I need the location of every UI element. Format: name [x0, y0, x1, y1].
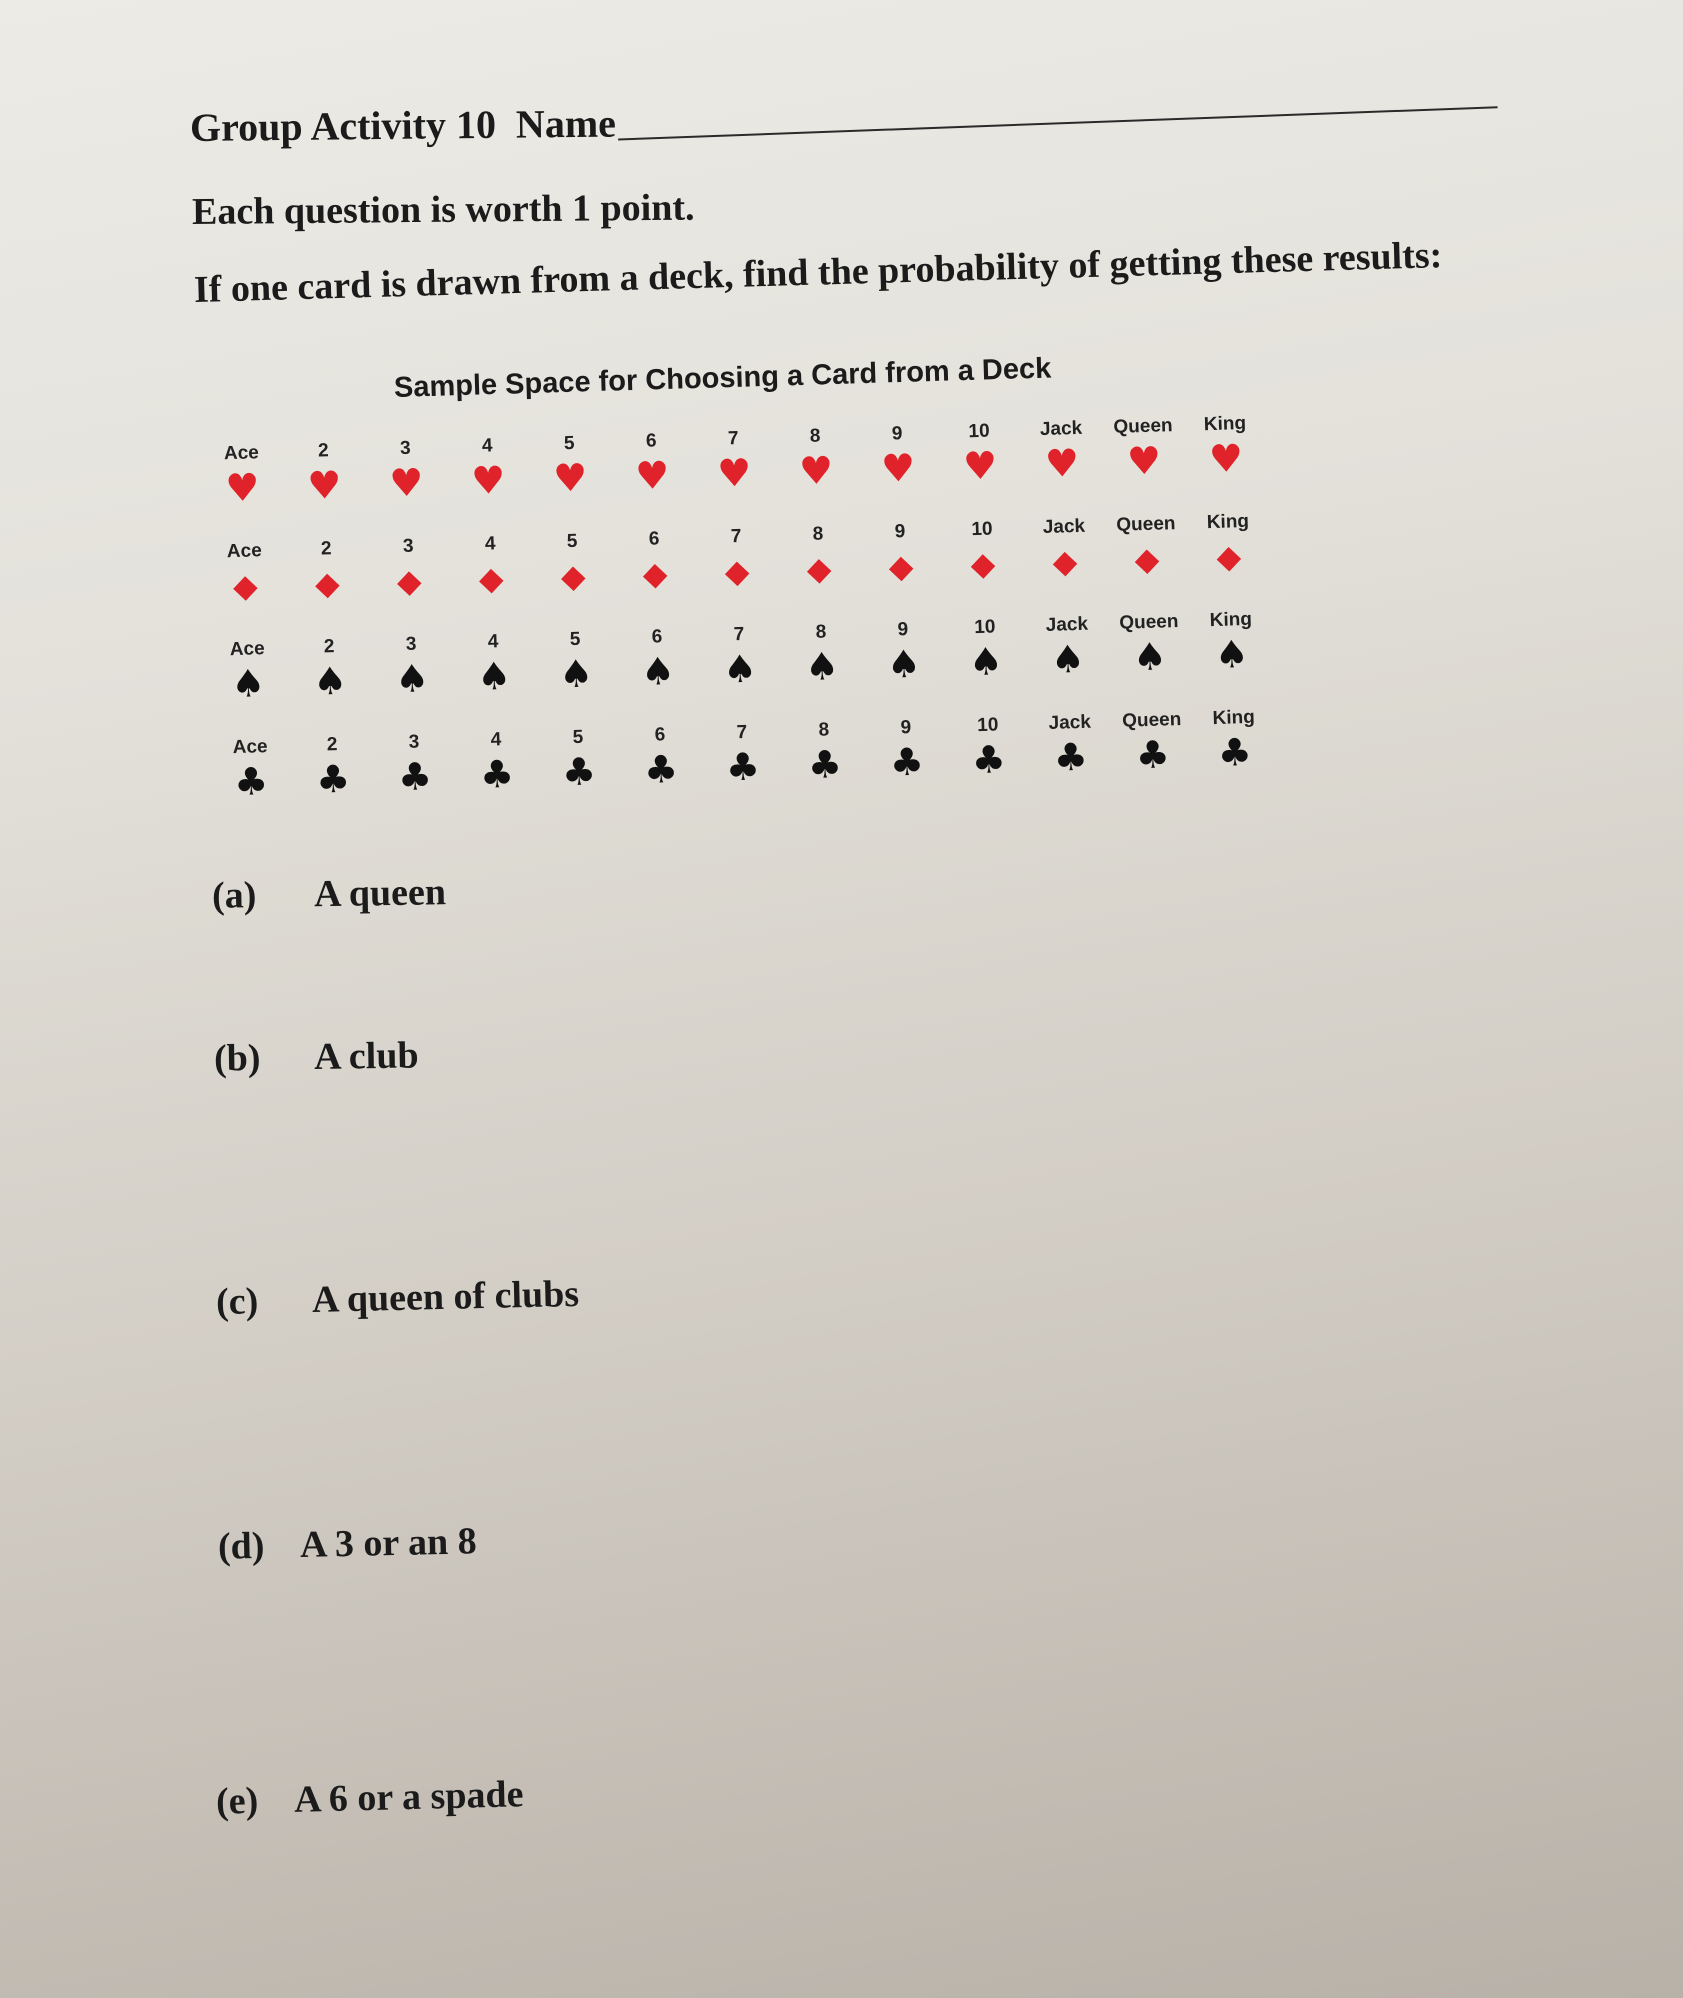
card-8-of-clubs [782, 714, 867, 814]
heart-icon: ♥ [1126, 438, 1162, 484]
question-text: A queen of clubs [311, 1272, 580, 1321]
diamond-icon: ◆ [396, 561, 423, 601]
heart-icon: ♥ [634, 453, 670, 499]
card-9-of-spades [862, 614, 947, 714]
card-10-of-clubs [946, 710, 1031, 810]
instruction-text: If one card is drawn from a deck, find the probability of getting these results: [193, 234, 1443, 311]
club-icon: ♣ [479, 751, 515, 797]
spade-icon: ♠ [394, 656, 430, 702]
card-rank-label: 10 [971, 518, 993, 541]
card-rank-label: 9 [897, 619, 909, 641]
card-rank-label: 8 [815, 621, 827, 643]
heart-icon: ♥ [1044, 440, 1080, 486]
card-3-of-clubs [373, 727, 458, 827]
question-letter: (b) [213, 1036, 261, 1080]
heart-icon: ♥ [224, 465, 261, 511]
card-rank-label: 8 [818, 719, 830, 741]
card-queen-of-hearts [1102, 411, 1187, 511]
diamond-icon: ◆ [888, 546, 914, 586]
card-rank-label: 4 [490, 729, 502, 751]
card-5-of-spades [534, 624, 619, 724]
card-4-of-clubs [455, 724, 540, 824]
card-8-of-hearts [774, 421, 859, 521]
diamond-icon: ◆ [724, 551, 750, 591]
question-letter: (c) [215, 1280, 259, 1324]
card-rank-label: 10 [976, 714, 999, 737]
card-3-of-spades [370, 629, 455, 729]
card-rank-label: Jack [1045, 613, 1089, 636]
card-rank-label: 4 [487, 631, 499, 653]
card-rank-label: 3 [405, 633, 417, 655]
card-rank-label: 8 [809, 425, 821, 447]
card-rank-label: 10 [974, 616, 996, 639]
heart-icon: ♥ [552, 455, 588, 501]
card-9-of-diamonds [859, 516, 944, 616]
question-text: A 3 or an 8 [299, 1520, 478, 1566]
diamond-icon: ◆ [1134, 539, 1160, 579]
heart-icon: ♥ [962, 443, 998, 489]
card-rank-label: 5 [569, 628, 581, 651]
card-2-of-spades [288, 631, 373, 731]
club-icon: ♣ [1217, 729, 1253, 775]
spade-icon: ♠ [968, 639, 1004, 685]
card-5-of-clubs [537, 722, 622, 822]
spade-icon: ♠ [1132, 634, 1168, 680]
card-6-of-spades [616, 621, 701, 721]
card-jack-of-hearts [1020, 413, 1105, 513]
club-icon: ♣ [315, 756, 351, 802]
card-ace-of-spades [206, 633, 291, 733]
card-5-of-hearts [528, 428, 613, 528]
diamond-icon: ◆ [642, 554, 669, 593]
card-rank-label: 7 [730, 525, 742, 548]
card-10-of-hearts [938, 416, 1023, 516]
card-jack-of-clubs [1028, 707, 1113, 807]
heart-icon: ♥ [716, 450, 752, 496]
question-letter: (e) [215, 1779, 259, 1823]
card-ace-of-hearts [200, 438, 285, 538]
heart-icon: ♥ [388, 460, 425, 506]
spade-icon: ♠ [640, 649, 676, 695]
card-6-of-diamonds [613, 523, 698, 623]
header [190, 90, 1498, 151]
card-rank-label: 4 [481, 435, 493, 457]
card-7-of-spades [698, 619, 783, 719]
card-2-of-hearts [282, 435, 367, 535]
card-7-of-hearts [692, 423, 777, 523]
card-rank-label: Queen [1116, 513, 1176, 536]
card-rank-label: 3 [408, 731, 420, 753]
card-jack-of-spades [1025, 609, 1110, 709]
card-rank-label: 2 [317, 440, 329, 462]
card-rank-label: 6 [654, 724, 666, 746]
card-rank-label: King [1203, 412, 1247, 436]
card-rank-label: 2 [323, 636, 335, 658]
spade-icon: ♠ [476, 653, 512, 699]
card-10-of-diamonds [941, 514, 1026, 614]
card-7-of-diamonds [695, 521, 780, 621]
card-rank-label: Jack [1042, 515, 1086, 539]
question-text: A queen [313, 871, 447, 916]
card-rank-label: 5 [572, 726, 584, 749]
question-a [212, 870, 447, 918]
card-king-of-diamonds [1186, 506, 1271, 606]
club-icon: ♣ [561, 749, 597, 795]
card-rank-label: Queen [1113, 415, 1173, 438]
card-6-of-clubs [619, 719, 704, 819]
card-queen-of-spades [1107, 607, 1192, 707]
card-3-of-hearts [364, 433, 449, 533]
card-rank-label: 3 [399, 437, 411, 460]
spade-icon: ♠ [886, 641, 922, 687]
card-king-of-clubs [1192, 702, 1277, 802]
card-7-of-clubs [701, 717, 786, 817]
question-e [216, 1772, 524, 1823]
question-text: A club [313, 1034, 419, 1079]
question-b [214, 1033, 419, 1080]
heart-icon: ♥ [798, 448, 834, 494]
card-rank-label: 6 [651, 626, 663, 648]
card-rank-label: 3 [402, 535, 414, 558]
card-rank-label: 8 [812, 523, 824, 545]
diamond-icon: ◆ [478, 559, 505, 598]
card-jack-of-diamonds [1023, 511, 1108, 611]
club-icon: ♣ [397, 754, 433, 800]
card-rank-label: Ace [226, 540, 263, 563]
card-rank-label: 6 [645, 430, 657, 452]
card-rank-label: 5 [566, 530, 578, 553]
card-rank-label: 4 [484, 533, 496, 555]
card-rank-label: Queen [1118, 611, 1179, 634]
card-rank-label: 5 [563, 432, 575, 455]
club-icon: ♣ [889, 739, 925, 785]
spade-icon: ♠ [804, 644, 840, 690]
header-title: Group Activity 10 Name [189, 100, 617, 150]
card-rank-label: King [1212, 706, 1256, 730]
card-5-of-diamonds [531, 526, 616, 626]
diamond-icon: ◆ [1216, 537, 1242, 576]
card-6-of-hearts [610, 425, 695, 525]
card-rank-label: King [1209, 608, 1253, 632]
card-rank-label: 7 [736, 721, 748, 744]
card-ace-of-diamonds [203, 536, 288, 636]
card-rank-label: Jack [1048, 711, 1092, 734]
card-rank-label: Jack [1039, 417, 1083, 441]
card-3-of-diamonds [367, 531, 452, 631]
spade-icon: ♠ [1214, 631, 1250, 677]
card-rank-label: 2 [326, 734, 338, 756]
sample-space-title: Sample Space for Choosing a Card from a Deck [393, 352, 1052, 404]
card-4-of-spades [452, 626, 537, 726]
card-rank-label: 9 [894, 521, 906, 543]
card-rank-label: Ace [223, 442, 260, 465]
heart-icon: ♥ [470, 457, 507, 503]
card-queen-of-clubs [1110, 705, 1195, 805]
card-rank-label: Ace [232, 736, 268, 759]
card-rank-label: 9 [900, 717, 912, 739]
club-icon: ♣ [725, 744, 761, 790]
question-c [216, 1272, 580, 1324]
diamond-icon: ◆ [806, 549, 832, 589]
club-icon: ♣ [643, 746, 679, 792]
card-rank-label: 6 [648, 528, 660, 550]
card-rank-label: 7 [733, 623, 745, 646]
card-rank-label: Ace [229, 638, 265, 661]
card-4-of-diamonds [449, 528, 534, 628]
heart-icon: ♥ [880, 445, 916, 491]
card-9-of-hearts [856, 418, 941, 518]
club-icon: ♣ [971, 737, 1007, 783]
spade-icon: ♠ [1050, 636, 1086, 682]
question-letter: (d) [217, 1524, 265, 1568]
club-icon: ♣ [233, 759, 269, 805]
question-letter: (a) [211, 874, 257, 917]
spade-icon: ♠ [558, 651, 594, 697]
club-icon: ♣ [1135, 732, 1171, 778]
spade-icon: ♠ [312, 658, 348, 704]
card-4-of-hearts [446, 430, 531, 530]
name-blank-line[interactable] [618, 106, 1497, 140]
card-rank-label: King [1206, 510, 1250, 534]
heart-icon: ♥ [1208, 436, 1244, 482]
card-rank-label: 7 [727, 428, 739, 450]
card-rank-label: 9 [891, 423, 903, 445]
question-d [218, 1519, 478, 1568]
card-rank-label: 2 [320, 538, 332, 560]
card-rank-label: 10 [968, 420, 990, 443]
card-king-of-hearts [1184, 408, 1269, 508]
card-king-of-spades [1189, 604, 1274, 704]
card-10-of-spades [943, 612, 1028, 712]
card-2-of-clubs [291, 729, 376, 829]
question-text: A 6 or a spade [293, 1773, 524, 1821]
diamond-icon: ◆ [560, 556, 587, 596]
diamond-icon: ◆ [314, 563, 341, 603]
card-ace-of-clubs [209, 731, 294, 831]
sample-space-grid [200, 408, 1277, 831]
card-rank-label: Queen [1121, 709, 1182, 732]
spade-icon: ♠ [230, 661, 266, 707]
club-icon: ♣ [807, 742, 843, 788]
card-8-of-spades [780, 616, 865, 716]
diamond-icon: ◆ [1052, 542, 1078, 581]
club-icon: ♣ [1053, 734, 1089, 780]
card-9-of-clubs [864, 712, 949, 812]
diamond-icon: ◆ [970, 544, 996, 584]
points-note: Each question is worth 1 point. [191, 186, 695, 233]
card-2-of-diamonds [285, 533, 370, 633]
card-queen-of-diamonds [1105, 509, 1190, 609]
card-8-of-diamonds [777, 518, 862, 618]
heart-icon: ♥ [306, 462, 343, 508]
spade-icon: ♠ [722, 646, 758, 692]
diamond-icon: ◆ [232, 566, 259, 606]
